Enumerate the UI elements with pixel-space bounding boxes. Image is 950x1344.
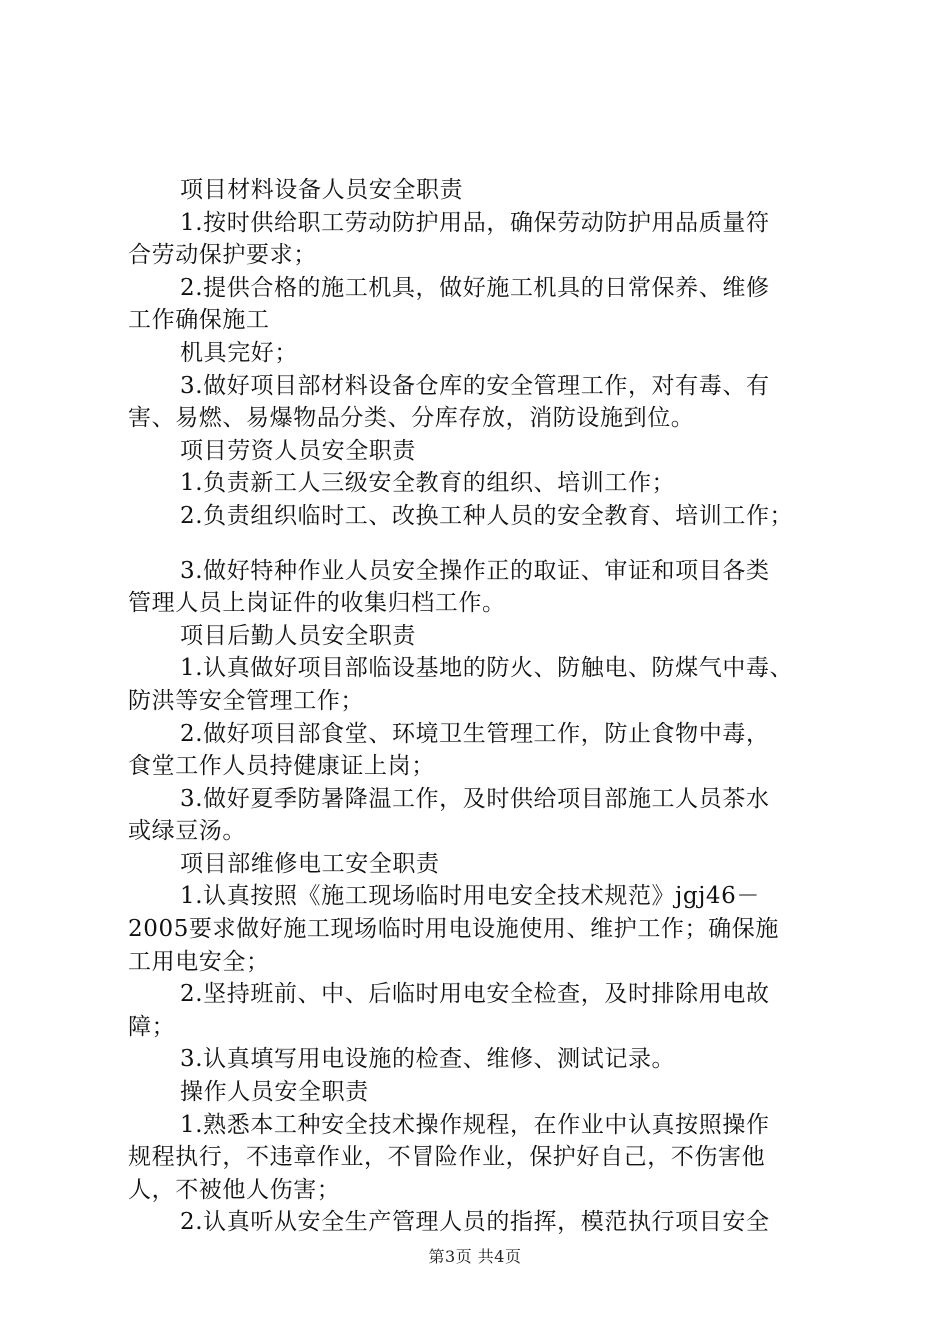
- paragraph-spacer: [128, 533, 833, 555]
- document-line: 1.负责新工人三级安全教育的组织、培训工作；: [180, 470, 676, 497]
- document-line: 2.负责组织临时工、改换工种人员的安全教育、培训工作；: [180, 502, 794, 529]
- document-line: 管理人员上岗证件的收集归档工作。: [128, 590, 506, 617]
- document-body: [128, 174, 833, 1239]
- document-line: 人，不被他人伤害；: [128, 1176, 341, 1203]
- document-line: 3.做好特种作业人员安全操作正的取证、审证和项目各类: [180, 557, 770, 584]
- document-line: 1.认真按照《施工现场临时用电安全技术规范》jgj46－: [180, 883, 760, 910]
- document-line: 1.认真做好项目部临设基地的防火、防触电、防煤气中毒、: [180, 655, 794, 682]
- document-line: 防洪等安全管理工作；: [128, 687, 364, 714]
- document-line: 障；: [128, 1013, 176, 1040]
- document-line: 项目部维修电工安全职责: [180, 850, 440, 877]
- document-line: 2.做好项目部食堂、环境卫生管理工作，防止食物中毒，: [180, 720, 770, 747]
- document-line: 1.熟悉本工种安全技术操作规程，在作业中认真按照操作: [180, 1111, 770, 1138]
- document-line: 3.做好夏季防暑降温工作，及时供给项目部施工人员茶水: [180, 785, 770, 812]
- document-line: 工作确保施工: [128, 307, 270, 334]
- document-line: 合劳动保护要求；: [128, 242, 317, 269]
- document-line: 2.坚持班前、中、后临时用电安全检查，及时排除用电故: [180, 981, 770, 1008]
- document-line: 3.做好项目部材料设备仓库的安全管理工作，对有毒、有: [180, 372, 770, 399]
- document-line: 食堂工作人员持健康证上岗；: [128, 753, 435, 780]
- document-line: 规程执行，不违章作业，不冒险作业，保护好自己，不伤害他: [128, 1144, 766, 1171]
- document-line: 操作人员安全职责: [180, 1079, 369, 1106]
- document-line: 机具完好；: [180, 339, 298, 366]
- document-line: 项目后勤人员安全职责: [180, 622, 416, 649]
- document-line: 或绿豆汤。: [128, 818, 246, 845]
- document-line: 害、易燃、易爆物品分类、分库存放，消防设施到位。: [128, 405, 695, 432]
- document-line: 项目劳资人员安全职责: [180, 437, 416, 464]
- document-line: 项目材料设备人员安全职责: [180, 177, 464, 203]
- document-line: 2.提供合格的施工机具，做好施工机具的日常保养、维修: [180, 274, 770, 301]
- page-footer: 第3页 共4页: [428, 1247, 522, 1266]
- document-line: 2.认真听从安全生产管理人员的指挥，模范执行项目安全: [180, 1209, 770, 1236]
- document-line: 工用电安全；: [128, 948, 270, 975]
- document-line: 3.认真填写用电设施的检查、维修、测试记录。: [180, 1046, 676, 1073]
- document-line: 2005要求做好施工现场临时用电设施使用、维护工作；确保施: [128, 916, 779, 943]
- document-line: 1.按时供给职工劳动防护用品，确保劳动防护用品质量符: [180, 209, 770, 236]
